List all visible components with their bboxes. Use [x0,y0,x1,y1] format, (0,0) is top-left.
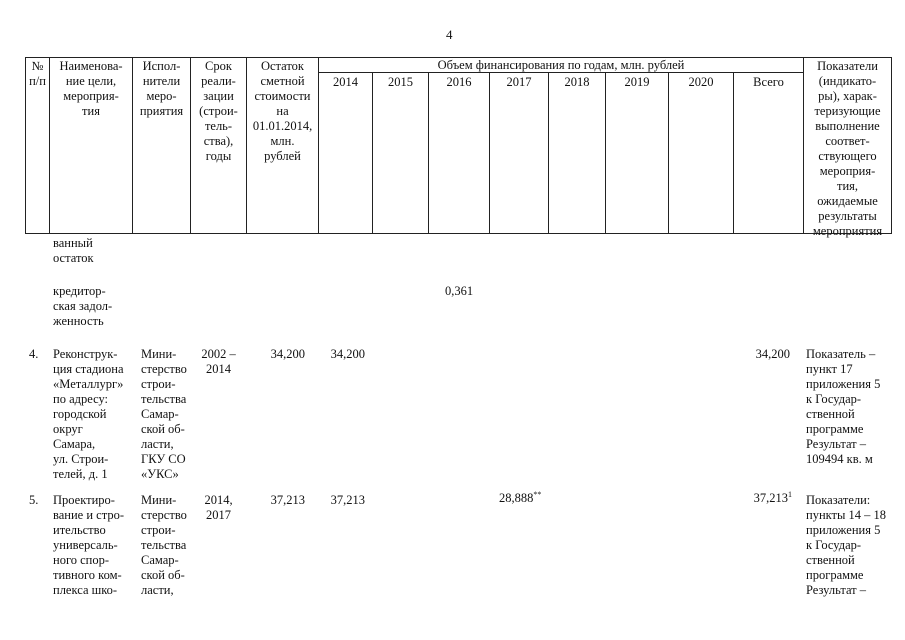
row-term: 2002 – 2014 [201,347,236,376]
row-name: Проектиро- вание и стро- ительство универсаль- ного спор- тивного ком- плекса шко- [53,493,124,597]
continuation-value-2016: 0,361 [444,284,474,298]
year-divider [489,72,490,234]
header-col-executor: Испол- нители меро- приятия [139,59,184,118]
row-year-2017: 28,888** [499,489,542,505]
header-year-2020: 2020 [688,75,714,89]
header-year-2018: 2018 [564,75,590,89]
year-divider [668,72,669,234]
row-term: 2014, 2017 [204,493,233,522]
row-indicators: Показатели: пункты 14 – 18 приложения 5 к Государ- ственной программе Результат – [806,493,887,597]
year-divider [428,72,429,234]
row-indicators: Показатель – пункт 17 приложения 5 к Государ- ственной программе Результат – 109494 кв. м [806,347,881,466]
year-divider [605,72,606,234]
header-year-2019: 2019 [624,75,650,89]
row-executor: Мини- стерство строи- тельства Самар- ской об- ласти, ГКУ СО «УКС» [141,347,187,481]
page-number: 4 [446,27,453,42]
row-total: 34,200 [755,347,790,361]
header-col-indicators: Показатели (индикато- ры), харак- теризующие выполнение соответ- ствующего мероприя- тия, ожидаемые результаты мероприятия [812,59,883,238]
header-year-2016: 2016 [446,75,472,89]
header-col-name: Наименова- ние цели, мероприя- тия [59,59,123,118]
header-col-balance: Остаток сметной стоимости на 01.01.2014, млн. рублей [252,59,313,163]
row-balance: 37,213 [270,493,305,507]
header-funding-title: Объем финансирования по годам, млн. рублей [437,58,685,72]
header-year-2014: 2014 [333,75,358,89]
row-number: 5. [29,493,39,507]
header-col-number: № п/п [29,59,46,88]
header-year-2015: 2015 [388,75,413,89]
row-name: Реконструк- ция стадиона «Металлург» по адресу: городской округ Самара, ул. Строи- телей, д. 1 [53,347,124,481]
header-year-total: Всего [753,75,784,89]
col-divider [891,57,892,234]
row-total: 37,213$^1$ [753,489,792,505]
row-balance: 34,200 [270,347,305,361]
header-bottom-border [25,233,892,234]
header-col-term: Срок реали- зации (строи- тель- ства), годы [199,59,238,163]
row-number: 4. [29,347,39,361]
continuation-text-creditor-debt: кредитор- ская задол- женность [53,284,113,328]
row-year-2014: 37,213 [330,493,365,507]
year-divider [372,72,373,234]
header-year-2017: 2017 [506,75,532,89]
year-divider [733,72,734,234]
year-divider [548,72,549,234]
continuation-text-residual: ванный остаток [53,236,94,265]
row-year-2014: 34,200 [330,347,365,361]
row-executor: Мини- стерство строи- тельства Самар- ской об- ласти, [141,493,187,597]
